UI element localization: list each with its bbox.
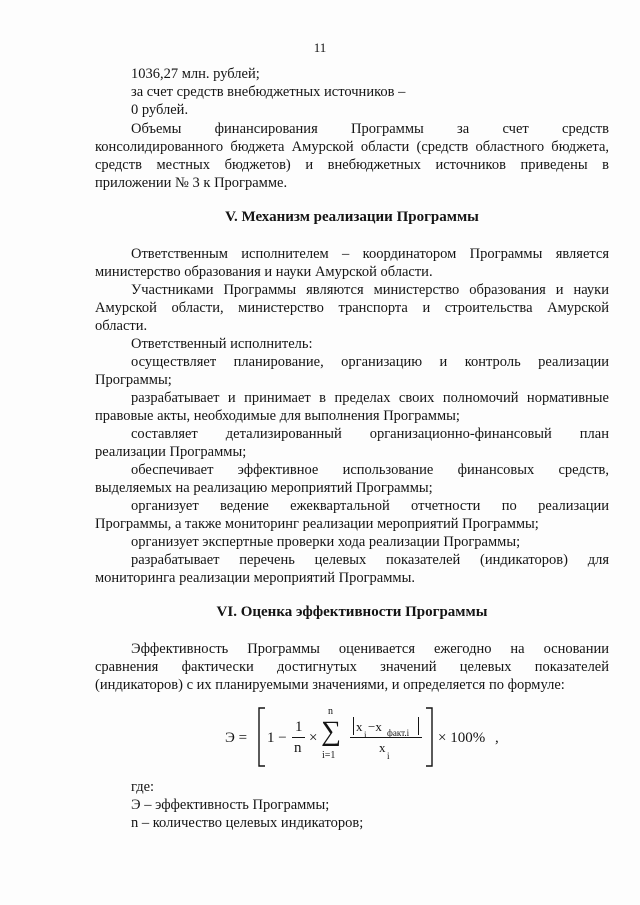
numerator-minus-x: −x (368, 719, 382, 734)
formula-times: × (309, 730, 318, 746)
paragraph-line: составляет детализированный организационно-финансовый план (131, 426, 609, 442)
paragraph-line: правовые акты, необходимые для выполнения Программы; (95, 408, 460, 424)
paragraph-line: Программы, а также мониторинг реализации мероприятий Программы; (95, 516, 539, 532)
paragraph-line: сравнения фактически достигнутых значений целевых показателей (95, 659, 609, 675)
formula-one-minus: 1 − (267, 730, 287, 746)
denominator-i: i (387, 751, 390, 761)
funding-line: за счет средств внебюджетных источников – (131, 84, 406, 100)
left-bracket-icon (257, 707, 267, 767)
paragraph-line: приложении № 3 к Программе. (95, 175, 288, 191)
paragraph-line: организует экспертные проверки хода реализации Программы; (131, 534, 521, 550)
denominator-x: x (379, 740, 386, 755)
where-label: где: (131, 779, 155, 795)
paragraph-line: (индикаторов) с их планируемыми значениями, и определяется по формуле: (95, 677, 565, 693)
paragraph-line: Амурской области, министерство транспорта и строительства Амурской (95, 300, 609, 316)
paragraph-line: реализации Программы; (95, 444, 247, 460)
formula-comma: , (495, 730, 499, 746)
page-number: 11 (313, 40, 327, 55)
paragraph-line: обеспечивает эффективное использование финансовых средств, (131, 462, 609, 478)
paragraph-line: Ответственным исполнителем – координатором Программы является (131, 246, 609, 262)
efficiency-formula (225, 703, 585, 773)
formula-lhs: Э = (225, 730, 248, 746)
section-heading: V. Механизм реализации Программы (225, 209, 479, 225)
sum-lower-limit: i=1 (322, 750, 336, 761)
paragraph-line: Объемы финансирования Программы за счет средств (131, 121, 609, 137)
abs-bar-right (418, 717, 419, 735)
paragraph-line: Участниками Программы являются министерство образования и науки (131, 282, 609, 298)
definition-item: Э – эффективность Программы; (131, 797, 330, 813)
fraction-bar (350, 737, 422, 738)
definition-item: n – количество целевых индикаторов; (131, 815, 364, 831)
paragraph-line: Ответственный исполнитель: (131, 336, 313, 352)
paragraph-line: организует ведение ежеквартальной отчетности по реализации (131, 498, 609, 514)
right-bracket-icon (424, 707, 434, 767)
paragraph-line: Программы; (95, 372, 172, 388)
paragraph-line: мониторинга реализации мероприятий Программы. (95, 570, 415, 586)
paragraph-line: области. (95, 318, 148, 334)
abs-bar-left (353, 717, 354, 735)
paragraph-line: выделяемых на реализацию мероприятий Программы; (95, 480, 433, 496)
numerator-x: x (356, 719, 363, 734)
paragraph-line: средств местных бюджетов) и внебюджетных источников приведены в (95, 157, 609, 173)
paragraph-line: консолидированного бюджета Амурской области (средств областного бюджета, (95, 139, 609, 155)
sum-sign: ∑ (321, 716, 341, 747)
formula-frac-den: n (294, 740, 302, 756)
formula-frac-num: 1 (295, 719, 303, 735)
section-heading: VI. Оценка эффективности Программы (216, 604, 488, 620)
fraction-bar (292, 737, 305, 738)
numerator-fact-sub: факт.i (387, 728, 410, 738)
numerator-i: i (364, 730, 367, 740)
funding-line: 1036,27 млн. рублей; (131, 66, 260, 82)
formula-times-percent: × 100% (438, 730, 486, 746)
funding-line: 0 рублей. (131, 102, 189, 118)
paragraph-line: осуществляет планирование, организацию и контроль реализации (131, 354, 609, 370)
paragraph-line: Эффективность Программы оценивается ежегодно на основании (131, 641, 609, 657)
paragraph-line: разрабатывает и принимает в пределах своих полномочий нормативные (131, 390, 609, 406)
paragraph-line: министерство образования и науки Амурской области. (95, 264, 433, 280)
paragraph-line: разрабатывает перечень целевых показателей (индикаторов) для (131, 552, 609, 568)
sum-upper-limit: n (328, 706, 333, 717)
